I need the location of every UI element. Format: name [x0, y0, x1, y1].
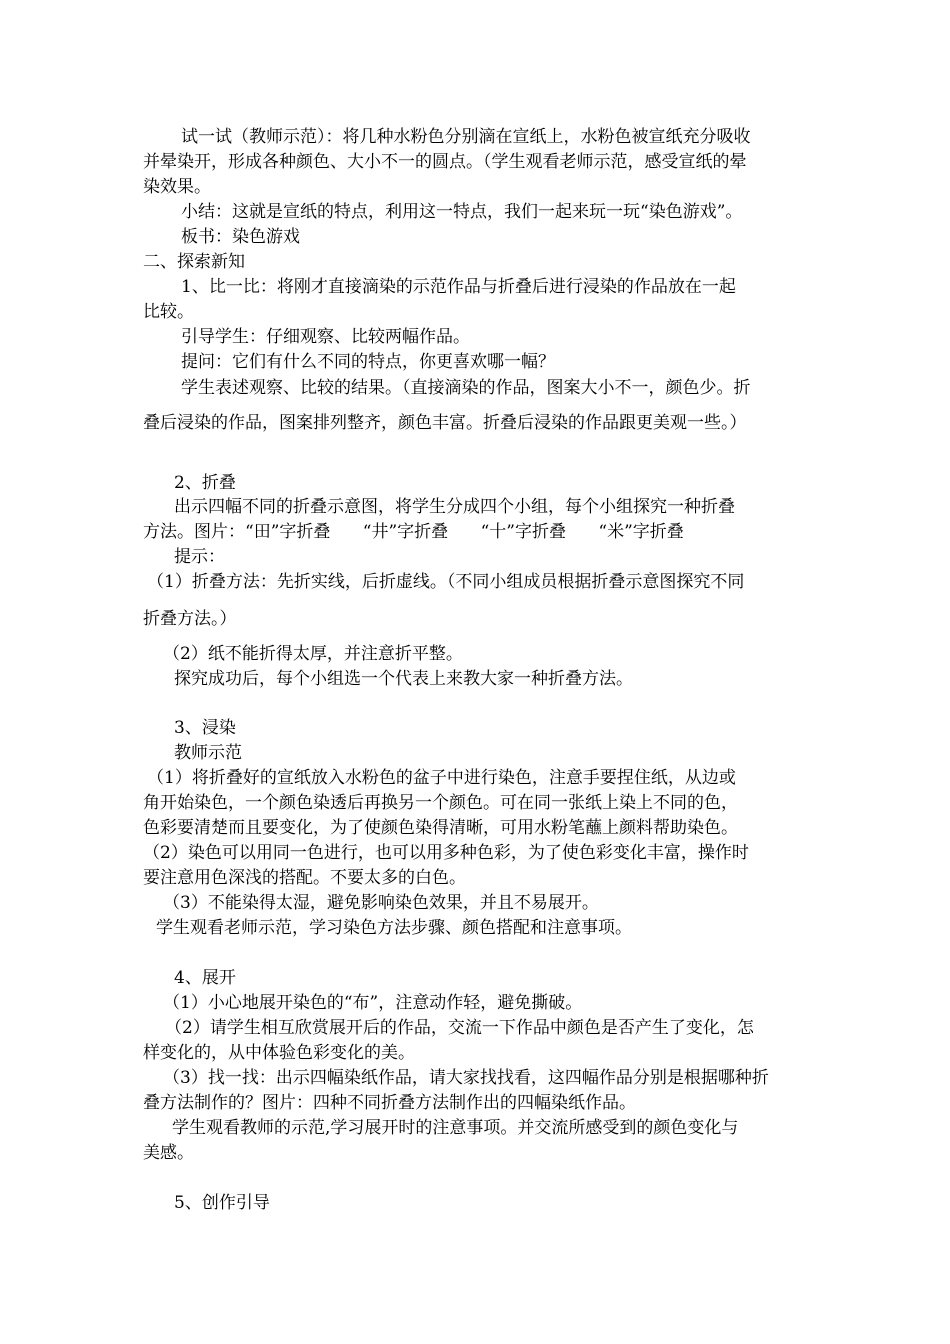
paragraph-line: 方法。图片：“田”字折叠 “井”字折叠 “十”字折叠 “米”字折叠 — [143, 522, 684, 542]
subsection-heading: 2、折叠 — [174, 473, 236, 493]
paragraph-line: 1、比一比：将刚才直接滴染的示范作品与折叠后进行浸染的作品放在一起 — [181, 277, 736, 297]
subsection-heading: 3、浸染 — [174, 718, 236, 738]
paragraph-line: 板书：染色游戏 — [181, 227, 300, 247]
paragraph-line: （3）不能染得太湿，避免影响染色效果，并且不易展开。 — [163, 893, 599, 913]
paragraph-line: （3）找一找：出示四幅染纸作品，请大家找找看，这四幅作品分别是根据哪种折 — [163, 1068, 769, 1088]
paragraph-line: 提问：它们有什么不同的特点，你更喜欢哪一幅？ — [181, 352, 555, 372]
paragraph-line: （1）将折叠好的宣纸放入水粉色的盆子中进行染色，注意手要捏住纸，从边或 — [147, 768, 736, 788]
paragraph-line: 提示： — [174, 547, 225, 567]
subsection-heading: 5、创作引导 — [174, 1193, 270, 1213]
paragraph-line: 比较。 — [143, 302, 194, 322]
paragraph-line: 角开始染色，一个颜色染透后再换另一个颜色。可在同一张纸上染上不同的色， — [143, 793, 738, 813]
paragraph-line: 样变化的，从中体验色彩变化的美。 — [143, 1043, 415, 1063]
paragraph-line: （1）折叠方法：先折实线，后折虚线。（不同小组成员根据折叠示意图探究不同 — [147, 572, 745, 592]
paragraph-line: 叠方法制作的？图片：四种不同折叠方法制作出的四幅染纸作品。 — [143, 1093, 636, 1113]
paragraph-line: 色彩要清楚而且要变化，为了使颜色染得清晰，可用水粉笔蘸上颜料帮助染色。 — [143, 818, 738, 838]
subsection-heading: 4、展开 — [174, 968, 236, 988]
paragraph-line: （2）请学生相互欣赏展开后的作品，交流一下作品中颜色是否产生了变化，怎 — [165, 1018, 754, 1038]
paragraph-line: 染效果。 — [143, 177, 211, 197]
paragraph-line: 学生观看老师示范，学习染色方法步骤、颜色搭配和注意事项。 — [156, 918, 632, 938]
paragraph-line: 要注意用色深浅的搭配。不要太多的白色。 — [143, 868, 466, 888]
paragraph-line: 学生表述观察、比较的结果。（直接滴染的作品，图案大小不一，颜色少。折 — [181, 378, 751, 398]
paragraph-line: 引导学生：仔细观察、比较两幅作品。 — [181, 327, 470, 347]
paragraph-line: 探究成功后，每个小组选一个代表上来教大家一种折叠方法。 — [174, 669, 633, 689]
paragraph-line: 试一试（教师示范）：将几种水粉色分别滴在宣纸上，水粉色被宣纸充分吸收 — [181, 127, 751, 147]
paragraph-line: 折叠方法。） — [143, 609, 237, 629]
paragraph-line: 叠后浸染的作品，图案排列整齐，颜色丰富。折叠后浸染的作品跟更美观一些。） — [143, 413, 747, 433]
paragraph-line: （2）纸不能折得太厚，并注意折平整。 — [163, 644, 463, 664]
paragraph-line: （1）小心地展开染色的“布”，注意动作轻，避免撕破。 — [163, 993, 583, 1013]
paragraph-line: 小结：这就是宣纸的特点，利用这一特点，我们一起来玩一玩“染色游戏”。 — [181, 202, 743, 222]
paragraph-line: 出示四幅不同的折叠示意图，将学生分成四个小组，每个小组探究一种折叠 — [174, 497, 735, 517]
paragraph-line: 学生观看教师的示范,学习展开时的注意事项。并交流所感受到的颜色变化与 — [172, 1118, 739, 1138]
paragraph-line: 美感。 — [143, 1143, 194, 1163]
section-heading: 二、探索新知 — [143, 252, 245, 272]
paragraph-line: 并晕染开，形成各种颜色、大小不一的圆点。（学生观看老师示范，感受宣纸的晕 — [143, 152, 747, 172]
paragraph-line: 教师示范 — [174, 743, 242, 763]
paragraph-line: （2）染色可以用同一色进行，也可以用多种色彩，为了使色彩变化丰富，操作时 — [143, 843, 749, 863]
